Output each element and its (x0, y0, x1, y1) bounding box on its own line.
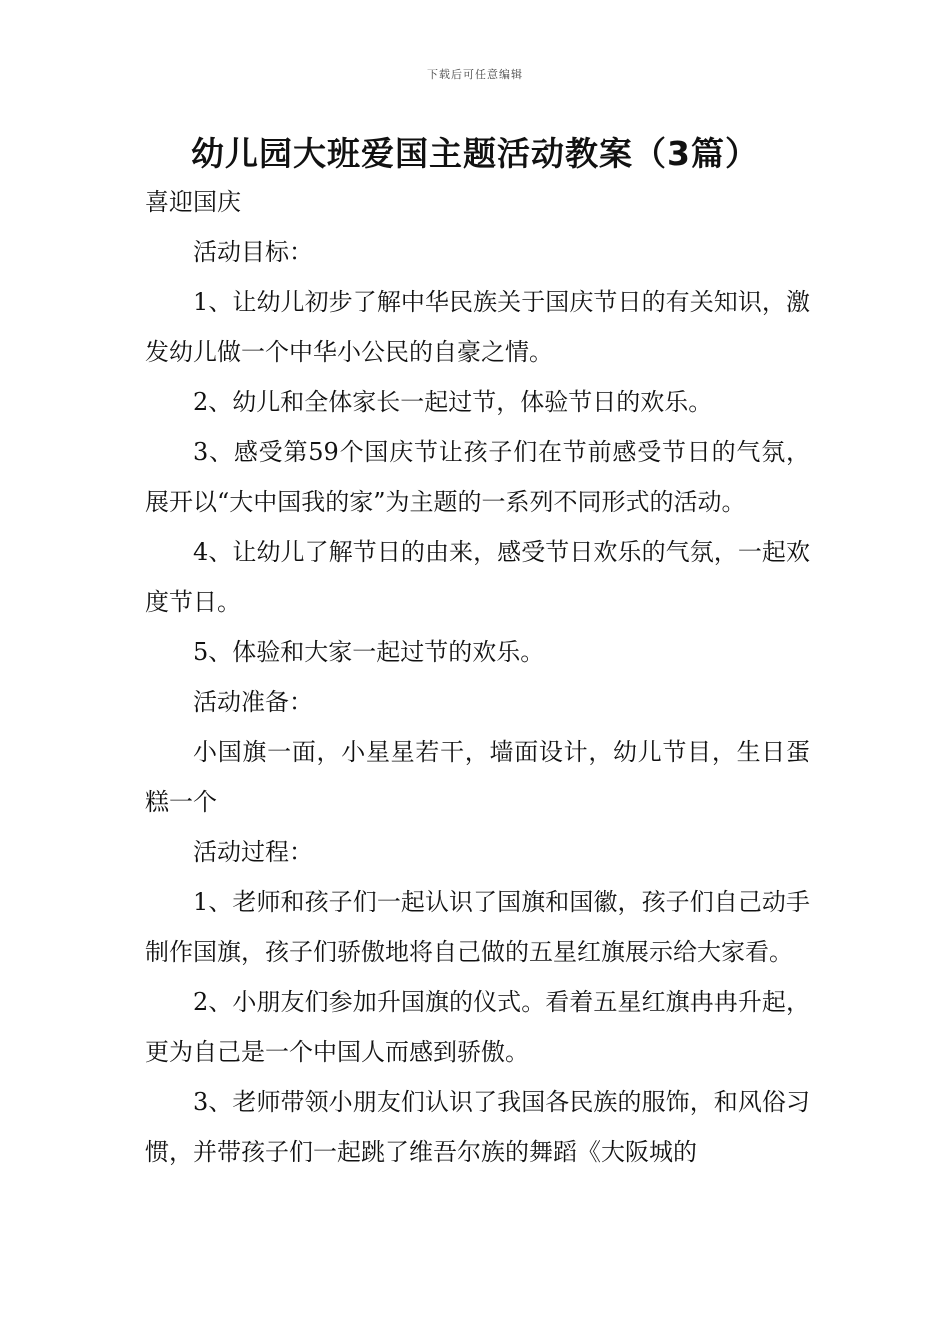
paragraph-process-1: 1、老师和孩子们一起认识了国旗和国徽，孩子们自己动手制作国旗，孩子们骄傲地将自己做的五星红旗展示给大家看。 (145, 888, 810, 966)
header-note: 下载后可任意编辑 (427, 68, 523, 81)
paragraph-preparation-items: 小国旗一面，小星星若干，墙面设计，幼儿节目，生日蛋糕一个 (145, 738, 810, 816)
paragraph-goal-4: 4、让幼儿了解节日的由来，感受节日欢乐的气氛，一起欢度节日。 (145, 538, 810, 616)
paragraph-goal-5: 5、体验和大家一起过节的欢乐。 (193, 638, 545, 666)
paragraph-process-2: 2、小朋友们参加升国旗的仪式。看着五星红旗冉冉升起，更为自己是一个中国人而感到骄傲。 (145, 988, 810, 1066)
paragraph-process-3: 3、老师带领小朋友们认识了我国各民族的服饰，和风俗习惯，并带孩子们一起跳了维吾尔族的舞蹈《大阪城的 (145, 1088, 810, 1166)
paragraph-goal-3: 3、感受第59个国庆节让孩子们在节前感受节日的气氛，展开以“大中国我的家”为主题的一系列不同形式的活动。 (145, 438, 810, 516)
paragraph-goal-1: 1、让幼儿初步了解中华民族关于国庆节日的有关知识，激发幼儿做一个中华小公民的自豪之情。 (145, 288, 810, 366)
paragraph-process-heading: 活动过程： (193, 838, 313, 866)
paragraph-goal-2: 2、幼儿和全体家长一起过节，体验节日的欢乐。 (193, 388, 713, 416)
paragraph-goals-heading: 活动目标： (193, 238, 313, 266)
document-body (145, 177, 810, 1177)
paragraph-section-heading: 喜迎国庆 (145, 188, 241, 216)
document-title: 幼儿园大班爱国主题活动教案（3篇） (191, 134, 759, 173)
paragraph-preparation-heading: 活动准备： (193, 688, 313, 716)
